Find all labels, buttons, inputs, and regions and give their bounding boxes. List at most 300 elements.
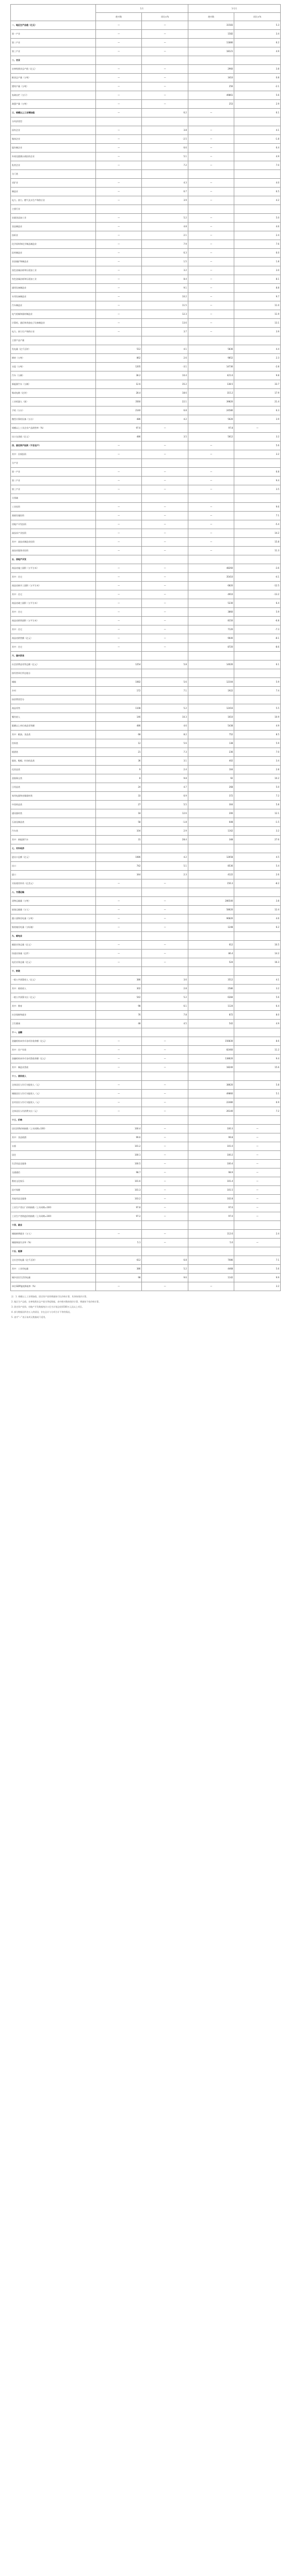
yoy-change: — (142, 1142, 188, 1151)
table-row (11, 266, 281, 275)
yoy-change: 3.2 (234, 827, 281, 836)
yoy-change: — (142, 1168, 188, 1177)
yoy-change: 3.7 (142, 328, 188, 336)
absolute-value: — (95, 590, 142, 599)
indicator-name: 电气机械和器材制造业 (11, 310, 96, 319)
indicator-name: 主要行业 (11, 205, 96, 214)
indicator-name: 交通通信 (11, 1168, 96, 1177)
yoy-change: — (142, 512, 188, 520)
table-header (11, 5, 281, 21)
indicator-name: 城乡居民生活用电量 (11, 1274, 96, 1282)
yoy-change: 6.8 (234, 468, 281, 477)
yoy-change: -13.2 (234, 590, 281, 599)
table-row (11, 459, 281, 468)
absolute-value: 372 (188, 792, 234, 801)
yoy-change: 5.6 (142, 739, 188, 748)
indicator-name: 猪肉产量（万吨） (11, 82, 96, 91)
table-row (11, 161, 281, 170)
absolute-value: — (95, 643, 142, 652)
yoy-change: — (142, 91, 188, 100)
absolute-value: 18121 (188, 47, 234, 56)
table-row (11, 582, 281, 590)
indicator-name: 发电量（亿千瓦时） (11, 345, 96, 354)
indicator-name: 汽车（万辆） (11, 371, 96, 380)
table-row (11, 748, 281, 757)
table-row (11, 30, 281, 39)
absolute-value: 31 (95, 836, 142, 844)
absolute-value: — (188, 538, 234, 547)
yoy-change: 3.4 (234, 30, 281, 39)
absolute-value: 344 (95, 871, 142, 879)
yoy-change: 9.6 (234, 503, 281, 512)
yoy-change: 9.9 (234, 1274, 281, 1282)
indicator-name: 进口 (11, 871, 96, 879)
absolute-value: 22480 (188, 1098, 234, 1107)
yoy-change: 3.0 (234, 266, 281, 275)
table-row (11, 240, 281, 249)
yoy-change: 4.3 (142, 179, 188, 188)
table-row (11, 1107, 281, 1116)
yoy-change (142, 117, 188, 126)
table-row (11, 354, 281, 363)
table-row (11, 906, 281, 914)
yoy-change: — (142, 1037, 188, 1046)
table-row (11, 1072, 281, 1081)
yoy-change (142, 696, 188, 704)
absolute-value: — (95, 450, 142, 459)
absolute-value: 97.2 (95, 1212, 142, 1221)
yoy-change (234, 888, 281, 897)
absolute-value: 31583 (188, 21, 234, 30)
absolute-value: 92 (188, 774, 234, 783)
yoy-change: 12.1 (234, 809, 281, 818)
absolute-value: 24580 (188, 406, 234, 415)
yoy-change: 3.1 (142, 757, 188, 766)
absolute-value: — (95, 634, 142, 643)
absolute-value (188, 336, 234, 345)
yoy-change: 5.5 (234, 704, 281, 713)
absolute-value (95, 56, 142, 65)
absolute-value: — (188, 310, 234, 319)
yoy-change: — (142, 1055, 188, 1063)
indicator-name: 金融机构本外币各项贷款余额（亿元） (11, 1055, 96, 1063)
indicator-name: 第一产业 (11, 468, 96, 477)
absolute-value: 1142 (188, 1274, 234, 1282)
indicator-name: 金银珠宝类 (11, 774, 96, 783)
yoy-change (234, 459, 281, 468)
absolute-value: 1082 (95, 678, 142, 687)
table-row (11, 1133, 281, 1142)
yoy-change (142, 336, 188, 345)
table-row (11, 792, 281, 801)
yoy-change: 10.2 (234, 774, 281, 783)
yoy-change: -2.8 (234, 363, 281, 371)
absolute-value: — (95, 608, 142, 617)
table-row (11, 687, 281, 696)
table-row (11, 1168, 281, 1177)
table-row (11, 993, 281, 1002)
absolute-value: — (188, 188, 234, 196)
absolute-value: — (95, 39, 142, 47)
absolute-value: — (95, 214, 142, 223)
table-row (11, 1212, 281, 1221)
yoy-change: 5.8 (234, 1081, 281, 1090)
yoy-change: 3.2 (234, 433, 281, 442)
absolute-value (95, 1116, 142, 1125)
yoy-change: 11.2 (234, 1046, 281, 1055)
footnotes (10, 1294, 281, 1320)
yoy-change: 6.4 (234, 144, 281, 152)
absolute-value: 348 (188, 836, 234, 844)
section-heading: 四、固定资产投资（不含农户） (11, 442, 96, 450)
table-row (11, 126, 281, 135)
indicator-name: 其他用品及服务 (11, 1195, 96, 1204)
absolute-value: 6820 (188, 582, 234, 590)
yoy-change: 6.2 (234, 923, 281, 932)
absolute-value (188, 1072, 234, 1081)
yoy-change: 6.3 (142, 249, 188, 258)
absolute-value: — (95, 1063, 142, 1072)
yoy-change: 15.8 (234, 538, 281, 547)
absolute-value: — (95, 144, 142, 152)
table-row (11, 406, 281, 415)
absolute-value: — (95, 284, 142, 293)
yoy-change: 7.1 (234, 1256, 281, 1265)
absolute-value: 1610 (188, 713, 234, 722)
yoy-change: — (142, 1133, 188, 1142)
indicator-name: 新能源汽车（万辆） (11, 380, 96, 389)
absolute-value (188, 494, 234, 503)
absolute-value: 5438 (188, 722, 234, 731)
table-row (11, 608, 281, 617)
yoy-change: — (234, 1204, 281, 1212)
absolute-value: — (95, 914, 142, 923)
yoy-change: — (142, 529, 188, 538)
yoy-change (142, 1247, 188, 1256)
absolute-value: 1124 (188, 1002, 234, 1011)
absolute-value: 386 (95, 976, 142, 985)
indicator-name: 电力、热力、燃气及水生产和供应业 (11, 196, 96, 205)
absolute-value: 97.8 (188, 424, 234, 433)
yoy-change: — (142, 625, 188, 634)
absolute-value: 2960 (188, 65, 234, 74)
indicator-name: 第一产业 (11, 30, 96, 39)
table-row (11, 477, 281, 485)
absolute-value: 24 (95, 783, 142, 792)
table-row (11, 398, 281, 406)
yoy-change (142, 1072, 188, 1081)
yoy-change: 2.4 (234, 1230, 281, 1239)
indicator-name: 其中：住宅 (11, 573, 96, 582)
absolute-value: — (95, 30, 142, 39)
absolute-value: — (188, 477, 234, 485)
yoy-change: 6.4 (234, 599, 281, 608)
table-row (11, 757, 281, 766)
section-heading: 十四、就业 (11, 1221, 96, 1230)
table-row (11, 1282, 281, 1291)
absolute-value: — (188, 512, 234, 520)
absolute-value (188, 669, 234, 678)
yoy-change: 4.0 (234, 179, 281, 188)
table-row (11, 1230, 281, 1239)
yoy-change: 33.7 (234, 380, 281, 389)
absolute-value: 26140 (188, 1107, 234, 1116)
absolute-value: — (95, 301, 142, 310)
absolute-value: 104 (188, 766, 234, 774)
yoy-change: — (142, 547, 188, 555)
absolute-value: 138620 (188, 1055, 234, 1063)
yoy-change: 10.4 (142, 371, 188, 380)
indicator-name: 集装箱吞吐量（万标箱） (11, 923, 96, 932)
indicator-name: 旅客运输量（万人） (11, 906, 96, 914)
table-row (11, 879, 281, 888)
table-row (11, 231, 281, 240)
absolute-value: 112.6 (188, 1230, 234, 1239)
table-row (11, 967, 281, 976)
indicator-name: 石油及制品类 (11, 818, 96, 827)
absolute-value (188, 1221, 234, 1230)
absolute-value: 302 (95, 985, 142, 993)
yoy-change (234, 652, 281, 660)
indicator-name: 商品房销售额（亿元） (11, 634, 96, 643)
yoy-change: 10.9 (234, 713, 281, 722)
absolute-value: 99.8 (188, 1133, 234, 1142)
yoy-change (142, 555, 188, 564)
indicator-name: 一般公共预算支出（亿元） (11, 993, 96, 1002)
absolute-value: 3512 (188, 976, 234, 985)
indicator-name: 商品房新开工面积（万平方米） (11, 582, 96, 590)
table-row (11, 328, 281, 336)
yoy-change: 9.4 (234, 477, 281, 485)
header-absolute: 绝对数 (188, 13, 234, 21)
yoy-change (234, 696, 281, 704)
absolute-value: — (95, 477, 142, 485)
yoy-change: — (142, 573, 188, 582)
absolute-value: 58620 (188, 906, 234, 914)
yoy-change: 2.1 (142, 231, 188, 240)
yoy-change: 5.3 (234, 21, 281, 30)
absolute-value (95, 932, 142, 941)
yoy-change: 4.6 (234, 223, 281, 231)
table-row (11, 214, 281, 223)
indicator-name: 衣着 (11, 1142, 96, 1151)
yoy-change: 2.4 (234, 231, 281, 240)
yoy-change: — (234, 1125, 281, 1133)
yoy-change (142, 1116, 188, 1125)
table-row (11, 871, 281, 879)
section-heading: 七、对外经济 (11, 844, 96, 853)
absolute-value: — (188, 442, 234, 450)
table-row (11, 1020, 281, 1028)
absolute-value: — (188, 520, 234, 529)
absolute-value (188, 170, 234, 179)
yoy-change: 3.2 (234, 985, 281, 993)
table-row (11, 529, 281, 538)
yoy-change: — (142, 1177, 188, 1186)
absolute-value: — (95, 1055, 142, 1063)
table-row (11, 47, 281, 56)
absolute-value: 100.1 (95, 1151, 142, 1160)
absolute-value: — (188, 126, 234, 135)
yoy-change: 7.1 (142, 687, 188, 696)
absolute-value: 48260 (188, 564, 234, 573)
indicator-name: 按经营单位所在地分 (11, 669, 96, 678)
indicator-name: 单位GDP能耗降低率（%） (11, 1282, 96, 1291)
indicator-name: 第二产业 (11, 39, 96, 47)
yoy-change: 27.6 (234, 836, 281, 844)
table-row (11, 144, 281, 152)
indicator-name: 医药制造业 (11, 249, 96, 258)
yoy-change (142, 1028, 188, 1037)
yoy-change: — (142, 82, 188, 91)
indicator-name: 快递业务量（亿件） (11, 950, 96, 958)
indicator-name: 分经济类型 (11, 117, 96, 126)
yoy-change: — (142, 30, 188, 39)
indicator-name: 城镇居民人均可支配收入（元） (11, 1090, 96, 1098)
absolute-value: 156.3 (188, 879, 234, 888)
absolute-value: — (188, 161, 234, 170)
table-row (11, 704, 281, 713)
absolute-value: 103.2 (95, 1195, 142, 1204)
table-row (11, 117, 281, 126)
yoy-change (142, 56, 188, 65)
table-row (11, 468, 281, 477)
table-row (11, 196, 281, 205)
yoy-change (234, 1116, 281, 1125)
table-row (11, 65, 281, 74)
absolute-value: — (188, 319, 234, 328)
absolute-value: — (95, 188, 142, 196)
absolute-value: 1582 (188, 30, 234, 39)
yoy-change: 7.2 (234, 792, 281, 801)
yoy-change: 6.8 (142, 1256, 188, 1265)
indicator-name: 全体居民人均可支配收入（元） (11, 1081, 96, 1090)
absolute-value (95, 1028, 142, 1037)
yoy-change: 4.1 (234, 126, 281, 135)
indicator-name: 化妆品类 (11, 766, 96, 774)
absolute-value: 486 (95, 415, 142, 424)
table-row (11, 310, 281, 319)
absolute-value: 1922 (188, 687, 234, 696)
table-row (11, 827, 281, 836)
indicator-name: 高技术服务业投资 (11, 547, 96, 555)
yoy-change: 4.9 (234, 152, 281, 161)
indicator-name: 第三产业 (11, 485, 96, 494)
absolute-value: 14736 (188, 363, 234, 371)
indicator-name: 第二产业 (11, 477, 96, 485)
yoy-change: — (142, 74, 188, 82)
absolute-value: 3560 (95, 398, 142, 406)
yoy-change: 3.5 (142, 433, 188, 442)
absolute-value (95, 1072, 142, 1081)
table-row (11, 284, 281, 293)
absolute-value: — (95, 258, 142, 266)
indicator-name: 其中：食品烟酒 (11, 1133, 96, 1142)
indicator-name: 实际使用外资（亿美元） (11, 879, 96, 888)
yoy-change: 4.2 (142, 415, 188, 424)
absolute-value: 7120 (188, 625, 234, 634)
yoy-change: 4.6 (142, 722, 188, 731)
absolute-value: 12.6 (95, 380, 142, 389)
absolute-value: 5620 (188, 415, 234, 424)
absolute-value: 5836 (188, 345, 234, 354)
table-row (11, 100, 281, 109)
yoy-change (234, 336, 281, 345)
absolute-value (188, 117, 234, 126)
absolute-value: — (95, 1037, 142, 1046)
table-row (11, 897, 281, 906)
indicator-name: 日用品类 (11, 783, 96, 792)
absolute-value: 2586 (188, 985, 234, 993)
yoy-change: — (142, 1282, 188, 1291)
yoy-change: — (142, 608, 188, 617)
absolute-value: 286540 (188, 897, 234, 906)
absolute-value: 612 (188, 941, 234, 950)
table-row (11, 774, 281, 783)
indicator-name: 其中：税收收入 (11, 985, 96, 993)
yoy-change (142, 1221, 188, 1230)
absolute-value: — (95, 503, 142, 512)
table-row (11, 21, 281, 30)
yoy-change: 5.6 (234, 91, 281, 100)
indicator-name: 工业投资 (11, 503, 96, 512)
table-row (11, 293, 281, 301)
yoy-change: 5.4 (234, 862, 281, 871)
indicator-name: 国有企业 (11, 126, 96, 135)
absolute-value: — (95, 468, 142, 477)
absolute-value: — (95, 152, 142, 161)
yoy-change: 6.9 (142, 792, 188, 801)
yoy-change: — (142, 1160, 188, 1168)
absolute-value: — (188, 301, 234, 310)
yoy-change: 7.4 (234, 687, 281, 696)
yoy-change: 6.2 (142, 109, 188, 117)
yoy-change: 2.3 (142, 871, 188, 879)
yoy-change: 5.5 (142, 801, 188, 809)
absolute-value: — (95, 625, 142, 634)
absolute-value: 27 (95, 801, 142, 809)
indicator-name: 限额以上单位商品零售额 (11, 722, 96, 731)
yoy-change: 5.9 (234, 608, 281, 617)
table-row (11, 135, 281, 144)
absolute-value (95, 1247, 142, 1256)
yoy-change: 3.2 (142, 266, 188, 275)
absolute-value: — (95, 520, 142, 529)
absolute-value (188, 1116, 234, 1125)
table-row (11, 503, 281, 512)
absolute-value: — (95, 65, 142, 74)
indicator-name: 采矿业 (11, 179, 96, 188)
absolute-value: — (188, 468, 234, 477)
absolute-value: — (188, 266, 234, 275)
absolute-value: 3410 (188, 74, 234, 82)
absolute-value: — (188, 529, 234, 538)
indicator-name: 粮食总产量（万吨） (11, 74, 96, 82)
yoy-change: 3.6 (142, 976, 188, 985)
absolute-value: — (95, 582, 142, 590)
yoy-change: — (142, 1204, 188, 1212)
absolute-value: — (95, 135, 142, 144)
footnote-line: 5. 表中“—”表示该项无数据或不适用。 (11, 1316, 47, 1318)
yoy-change (142, 844, 188, 853)
table-row (11, 731, 281, 739)
yoy-change: 4.5 (234, 853, 281, 862)
absolute-value: 35410 (188, 573, 234, 582)
table-row (11, 1177, 281, 1186)
yoy-change: 15.6 (234, 1063, 281, 1072)
section-heading: 九、邮电业 (11, 932, 96, 941)
indicator-name: 商品零售 (11, 704, 96, 713)
